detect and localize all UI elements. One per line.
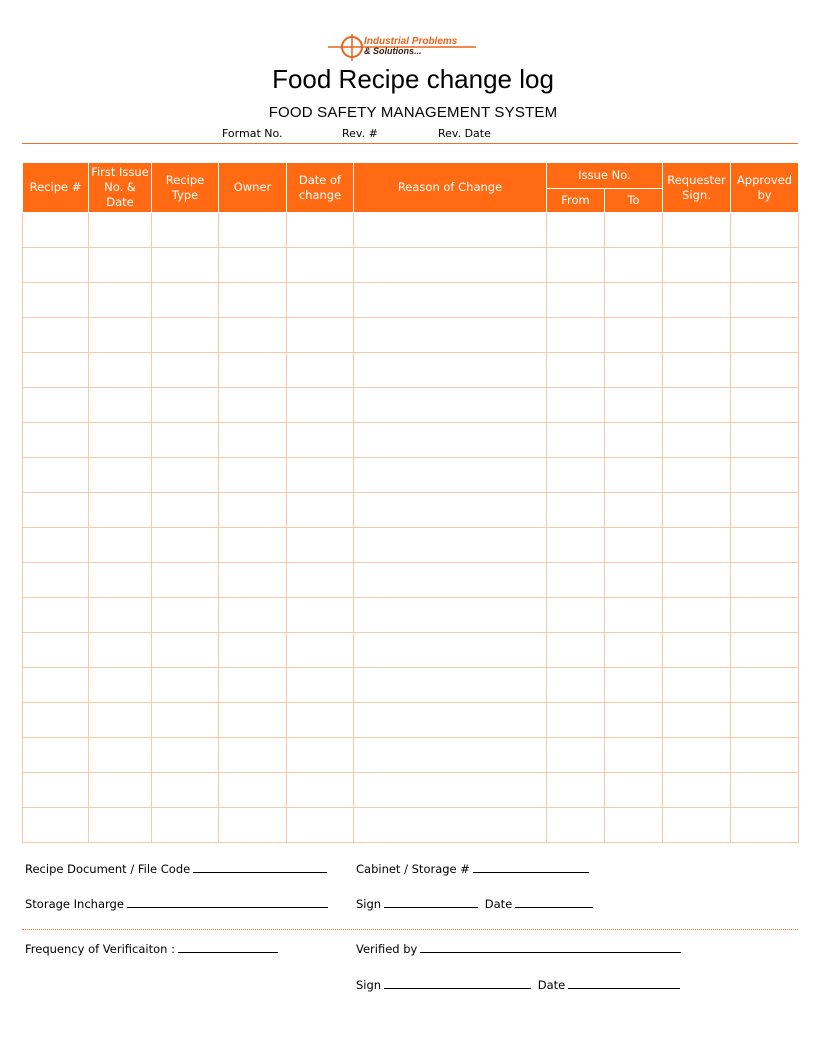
table-cell[interactable] [354,703,547,738]
table-cell[interactable] [23,248,89,283]
table-cell[interactable] [547,738,605,773]
table-row [23,633,799,668]
table-cell[interactable] [354,668,547,703]
table-cell[interactable] [152,563,219,598]
table-cell[interactable] [547,318,605,353]
table-cell[interactable] [663,388,731,423]
table-row [23,598,799,633]
table-cell[interactable] [287,353,354,388]
rev-no-label: Rev. # [342,127,378,140]
table-row [23,738,799,773]
table-cell[interactable] [731,423,799,458]
table-cell[interactable] [663,738,731,773]
table-cell[interactable] [663,633,731,668]
table-cell[interactable] [89,738,152,773]
table-cell[interactable] [23,283,89,318]
table-cell[interactable] [354,458,547,493]
table-cell[interactable] [731,213,799,248]
table-cell[interactable] [605,703,663,738]
table-cell[interactable] [605,528,663,563]
table-cell[interactable] [89,563,152,598]
table-cell[interactable] [354,388,547,423]
table-row [23,213,799,248]
table-cell[interactable] [354,423,547,458]
table-cell[interactable] [547,353,605,388]
col-header-recipe-no: Recipe # [23,163,89,213]
table-cell[interactable] [219,493,287,528]
logo-line2: & Solutions... [364,46,422,56]
table-cell[interactable] [547,773,605,808]
table-cell[interactable] [287,213,354,248]
table-cell[interactable] [547,808,605,843]
table-cell[interactable] [23,493,89,528]
rev-date-label: Rev. Date [438,127,491,140]
table-cell[interactable] [152,283,219,318]
table-cell[interactable] [663,598,731,633]
table-cell[interactable] [89,598,152,633]
table-cell[interactable] [731,808,799,843]
table-row [23,318,799,353]
table-cell[interactable] [219,598,287,633]
sign2-label: Sign [356,978,382,992]
table-cell[interactable] [23,703,89,738]
table-cell[interactable] [23,423,89,458]
sign-label: Sign [356,897,382,911]
table-cell[interactable] [605,668,663,703]
table-row [23,388,799,423]
table-cell[interactable] [152,598,219,633]
table-cell[interactable] [663,808,731,843]
logo-line1: Industrial Problems [364,36,458,47]
storage-incharge-field[interactable] [25,895,328,911]
table-row [23,283,799,318]
table-cell[interactable] [219,808,287,843]
table-cell[interactable] [152,808,219,843]
table-row [23,773,799,808]
table-cell[interactable] [663,528,731,563]
table-cell[interactable] [287,283,354,318]
table-cell[interactable] [605,633,663,668]
table-cell[interactable] [89,318,152,353]
table-cell[interactable] [605,598,663,633]
table-cell[interactable] [219,528,287,563]
table-row [23,353,799,388]
sign2-field[interactable] [356,976,680,992]
table-cell[interactable] [219,283,287,318]
table-cell[interactable] [605,248,663,283]
table-cell[interactable] [354,318,547,353]
table-cell[interactable] [287,773,354,808]
table-cell[interactable] [731,703,799,738]
table-cell[interactable] [287,668,354,703]
table-cell[interactable] [23,213,89,248]
table-cell[interactable] [287,388,354,423]
table-cell[interactable] [731,493,799,528]
table-cell[interactable] [152,703,219,738]
table-cell[interactable] [731,528,799,563]
table-cell[interactable] [89,703,152,738]
table-cell[interactable] [89,248,152,283]
table-cell[interactable] [23,353,89,388]
table-cell[interactable] [547,528,605,563]
table-cell[interactable] [547,458,605,493]
table-cell[interactable] [23,773,89,808]
table-cell[interactable] [219,318,287,353]
table-cell[interactable] [547,248,605,283]
frequency-line[interactable] [178,940,278,953]
table-cell[interactable] [89,808,152,843]
table-cell[interactable] [23,668,89,703]
table-cell[interactable] [219,458,287,493]
table-cell[interactable] [152,668,219,703]
table-row [23,808,799,843]
table-cell[interactable] [89,423,152,458]
table-cell[interactable] [663,423,731,458]
table-cell[interactable] [219,563,287,598]
table-row [23,668,799,703]
table-cell[interactable] [287,248,354,283]
table-cell[interactable] [89,633,152,668]
sign-line[interactable] [384,895,478,908]
table-cell[interactable] [23,633,89,668]
table-cell[interactable] [89,668,152,703]
table-cell[interactable] [663,458,731,493]
table-cell[interactable] [152,213,219,248]
table-cell[interactable] [663,668,731,703]
sign-field[interactable] [356,895,593,911]
table-cell[interactable] [152,773,219,808]
table-cell[interactable] [287,598,354,633]
table-cell[interactable] [663,283,731,318]
table-cell[interactable] [287,423,354,458]
table-cell[interactable] [219,213,287,248]
table-cell[interactable] [219,773,287,808]
table-cell[interactable] [731,633,799,668]
header-divider [22,143,798,144]
table-cell[interactable] [547,388,605,423]
table-cell[interactable] [547,423,605,458]
table-cell[interactable] [152,318,219,353]
table-cell[interactable] [547,668,605,703]
table-cell[interactable] [152,458,219,493]
table-cell[interactable] [23,738,89,773]
frequency-field[interactable] [25,940,278,956]
table-cell[interactable] [219,353,287,388]
table-cell[interactable] [605,213,663,248]
table-cell[interactable] [354,563,547,598]
table-cell[interactable] [287,493,354,528]
table-cell[interactable] [89,213,152,248]
table-cell[interactable] [354,773,547,808]
page-title: Food Recipe change log [272,64,554,94]
table-cell[interactable] [89,388,152,423]
table-row [23,703,799,738]
table-cell[interactable] [663,213,731,248]
table-cell[interactable] [23,388,89,423]
sign2-line[interactable] [384,976,531,989]
table-cell[interactable] [731,598,799,633]
table-cell[interactable] [605,773,663,808]
table-cell[interactable] [731,773,799,808]
table-cell[interactable] [152,738,219,773]
verified-label: Verified by [356,942,418,956]
table-cell[interactable] [663,563,731,598]
table-cell[interactable] [605,388,663,423]
table-cell[interactable] [89,528,152,563]
table-cell[interactable] [287,633,354,668]
table-cell[interactable] [547,283,605,318]
table-cell[interactable] [23,318,89,353]
table-cell[interactable] [731,353,799,388]
table-cell[interactable] [547,633,605,668]
table-cell[interactable] [354,738,547,773]
table-cell[interactable] [287,703,354,738]
table-cell[interactable] [547,493,605,528]
cabinet-label: Cabinet / Storage # [356,862,470,876]
table-cell[interactable] [663,318,731,353]
footer-divider [22,929,798,930]
table-cell[interactable] [219,423,287,458]
table-cell[interactable] [152,388,219,423]
table-cell[interactable] [287,458,354,493]
table-cell[interactable] [731,668,799,703]
table-cell[interactable] [547,598,605,633]
table-cell[interactable] [287,808,354,843]
table-cell[interactable] [219,738,287,773]
storage-incharge-label: Storage Incharge [25,897,124,911]
table-cell[interactable] [731,283,799,318]
table-cell[interactable] [152,493,219,528]
table-cell[interactable] [731,318,799,353]
table-cell[interactable] [89,493,152,528]
col-header-from: From [547,189,605,213]
table-cell[interactable] [547,213,605,248]
col-header-date-of-change: Date of change [287,163,354,213]
change-log-table [22,162,799,843]
col-header-approved: Approved by [731,163,799,213]
date-label: Date [484,897,513,911]
table-cell[interactable] [663,703,731,738]
doc-code-field[interactable] [25,860,327,876]
table-row [23,458,799,493]
doc-code-line[interactable] [193,860,327,873]
table-row [23,493,799,528]
table-cell[interactable] [23,528,89,563]
col-header-to: To [605,189,663,213]
table-cell[interactable] [354,808,547,843]
date-line[interactable] [515,895,593,908]
table-row [23,423,799,458]
table-cell[interactable] [89,773,152,808]
company-logo [328,33,478,63]
table-cell[interactable] [354,633,547,668]
verified-field[interactable] [356,940,681,956]
table-cell[interactable] [219,388,287,423]
storage-incharge-line[interactable] [127,895,328,908]
table-cell[interactable] [89,458,152,493]
table-row [23,528,799,563]
table-cell[interactable] [731,248,799,283]
date2-line[interactable] [568,976,680,989]
table-cell[interactable] [354,283,547,318]
table-cell[interactable] [605,808,663,843]
col-header-owner: Owner [219,163,287,213]
table-cell[interactable] [547,563,605,598]
table-cell[interactable] [287,318,354,353]
col-header-requester: Requester Sign. [663,163,731,213]
table-cell[interactable] [547,703,605,738]
date2-label: Date [537,978,566,992]
table-cell[interactable] [354,248,547,283]
table-cell[interactable] [605,283,663,318]
table-cell[interactable] [23,808,89,843]
table-cell[interactable] [219,668,287,703]
doc-code-label: Recipe Document / File Code [25,862,191,876]
table-cell[interactable] [605,318,663,353]
cabinet-line[interactable] [473,860,589,873]
table-cell[interactable] [287,738,354,773]
table-cell[interactable] [605,738,663,773]
table-cell[interactable] [605,353,663,388]
frequency-label: Frequency of Verificaiton : [25,942,175,956]
cabinet-field[interactable] [356,860,589,876]
table-cell[interactable] [23,458,89,493]
table-row [23,563,799,598]
table-cell[interactable] [605,458,663,493]
table-cell[interactable] [354,213,547,248]
table-cell[interactable] [731,738,799,773]
table-cell[interactable] [663,353,731,388]
table-cell[interactable] [663,248,731,283]
table-cell[interactable] [287,563,354,598]
table-cell[interactable] [663,773,731,808]
table-cell[interactable] [219,633,287,668]
table-cell[interactable] [89,283,152,318]
table-cell[interactable] [23,598,89,633]
table-cell[interactable] [89,353,152,388]
table-cell[interactable] [663,493,731,528]
table-cell[interactable] [219,703,287,738]
table-cell[interactable] [152,353,219,388]
table-cell[interactable] [354,528,547,563]
format-no-label: Format No. [222,127,283,140]
table-cell[interactable] [287,528,354,563]
table-cell[interactable] [605,423,663,458]
table-cell[interactable] [731,563,799,598]
col-header-issue-no: Issue No. [547,163,663,189]
table-cell[interactable] [354,493,547,528]
table-cell[interactable] [152,633,219,668]
table-cell[interactable] [605,563,663,598]
table-cell[interactable] [152,423,219,458]
table-cell[interactable] [219,248,287,283]
col-header-first-issue: First Issue No. & Date [89,163,152,213]
table-cell[interactable] [152,528,219,563]
table-row [23,248,799,283]
col-header-reason: Reason of Change [354,163,547,213]
page-subtitle: FOOD SAFETY MANAGEMENT SYSTEM [268,104,558,121]
verified-line[interactable] [420,940,681,953]
table-cell[interactable] [605,493,663,528]
col-header-recipe-type: Recipe Type [152,163,219,213]
table-cell[interactable] [354,353,547,388]
table-cell[interactable] [731,388,799,423]
table-cell[interactable] [152,248,219,283]
table-cell[interactable] [23,563,89,598]
table-cell[interactable] [731,458,799,493]
table-cell[interactable] [354,598,547,633]
